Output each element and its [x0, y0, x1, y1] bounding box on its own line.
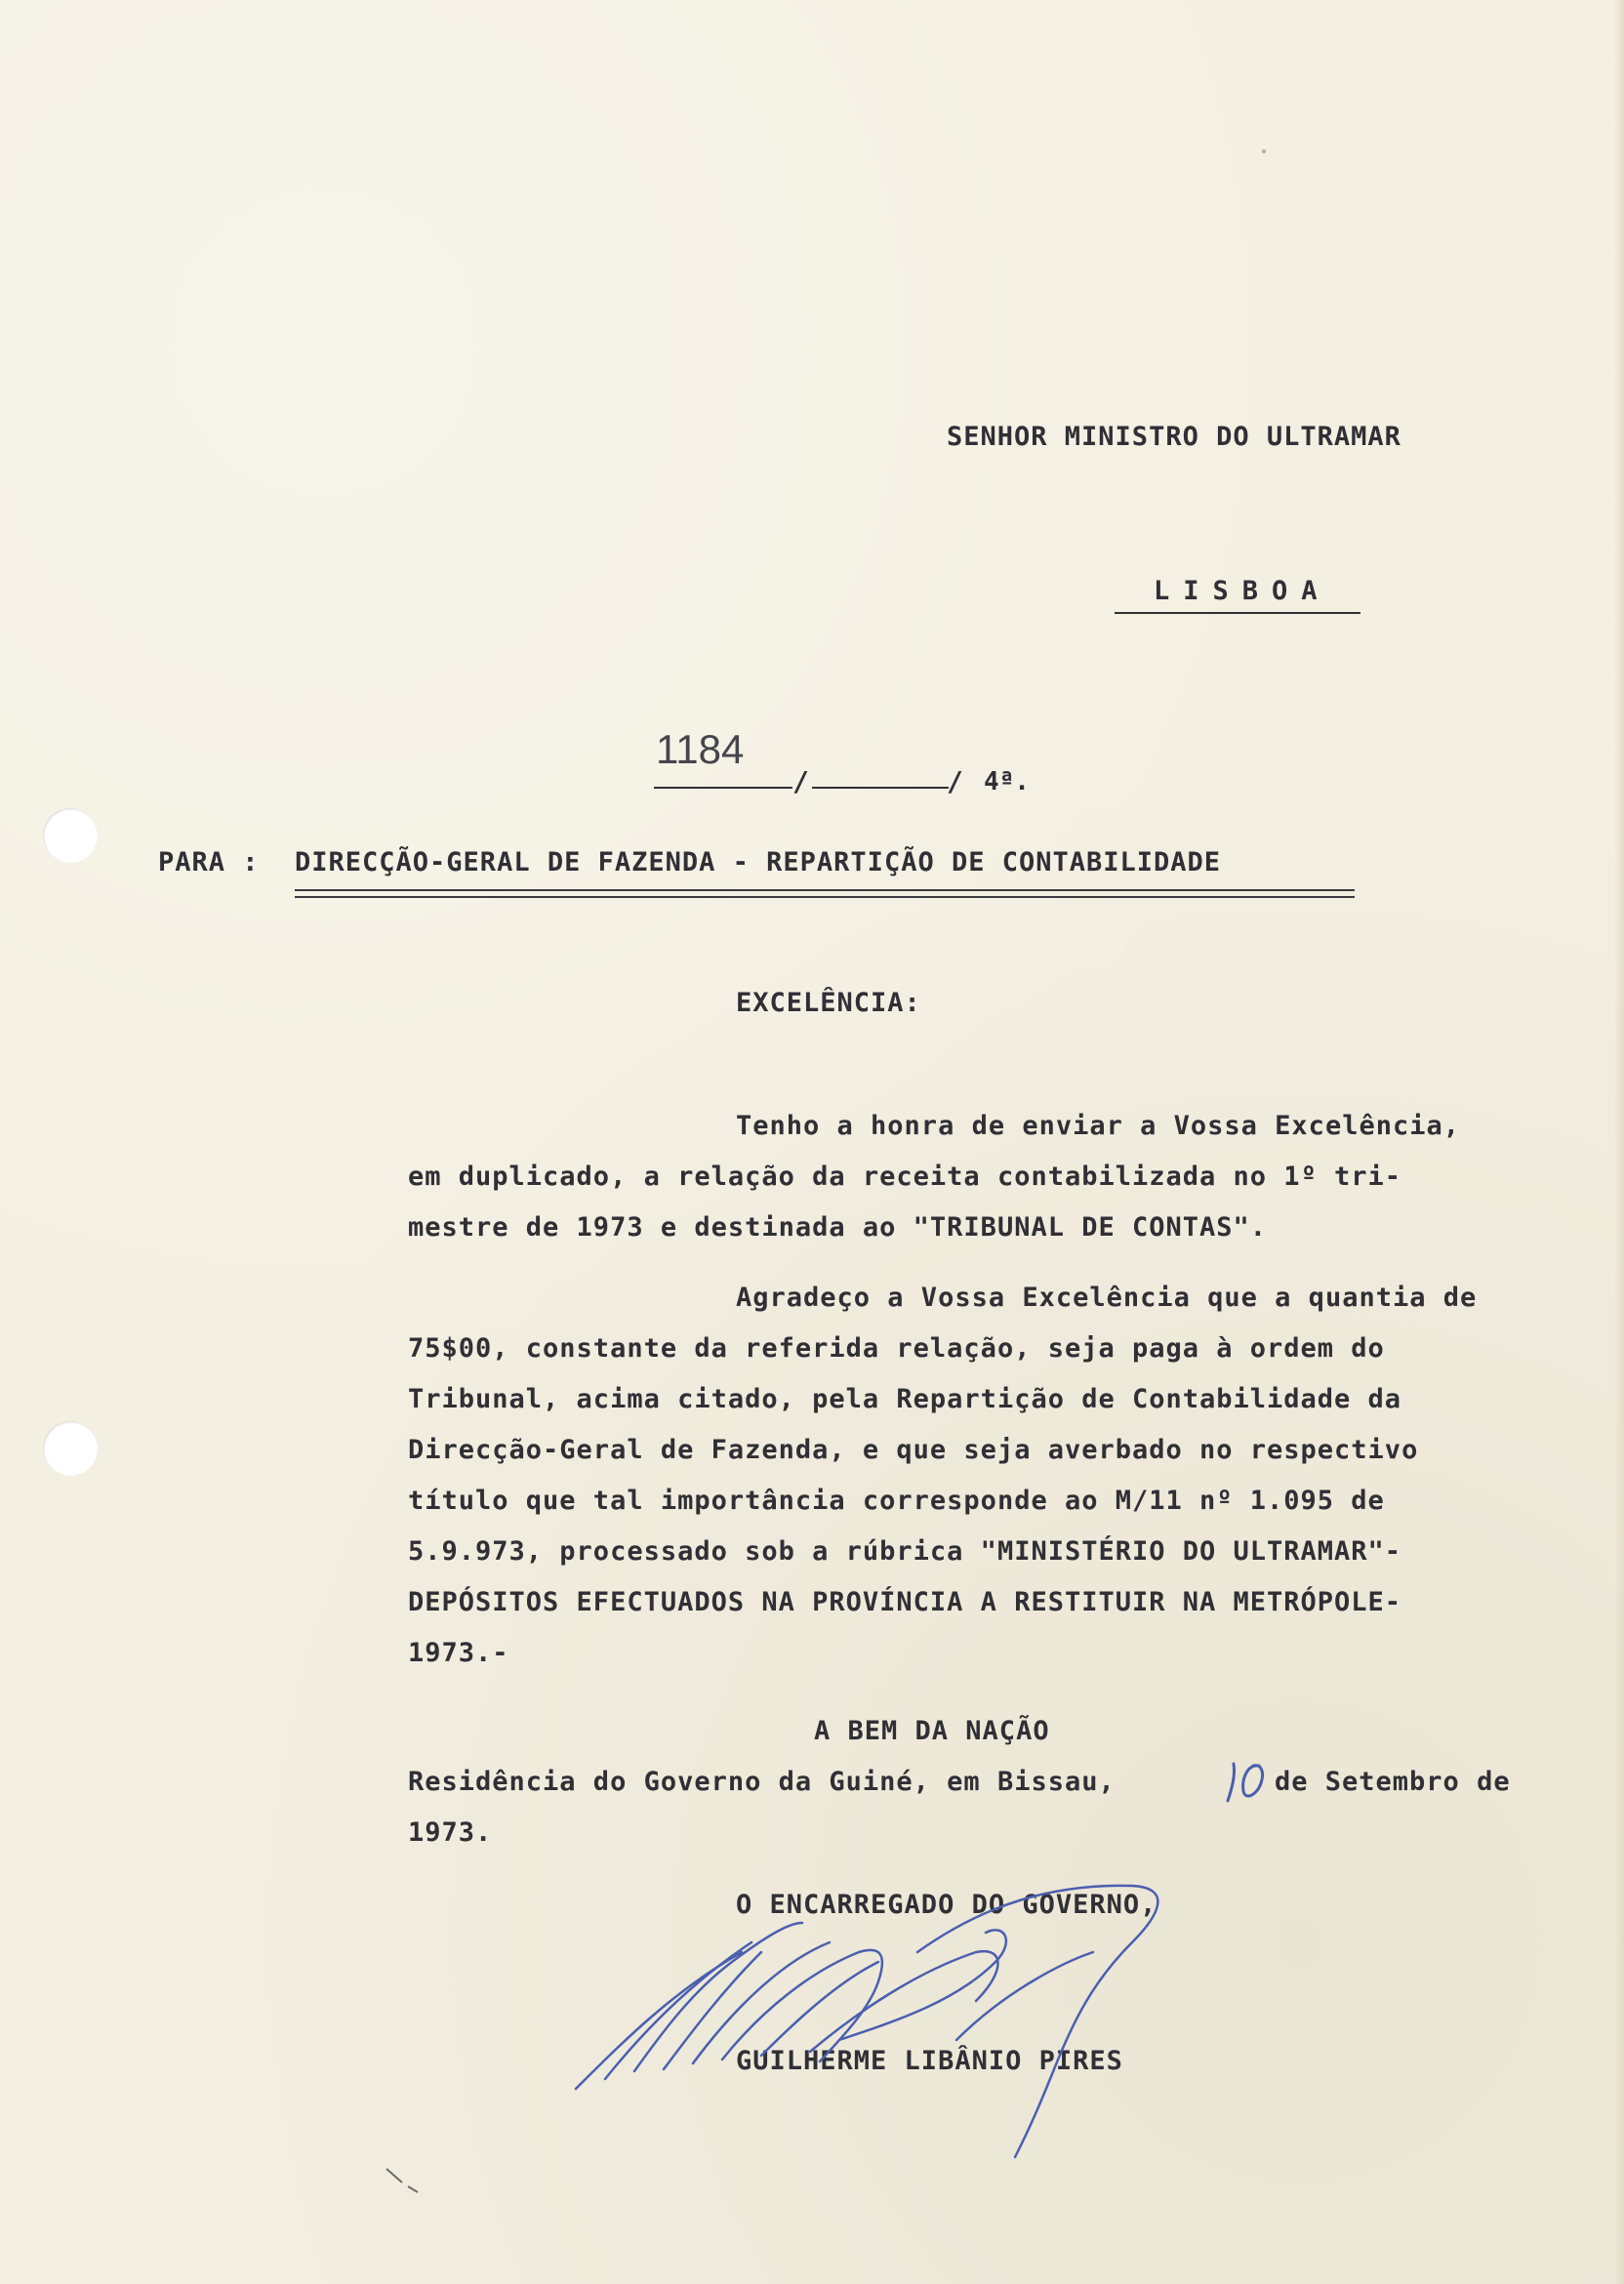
- paragraph2-line-7: DEPÓSITOS EFECTUADOS NA PROVÍNCIA A RESTITUIR NA METRÓPOLE-: [408, 1587, 1402, 1617]
- slash-1: /: [792, 765, 809, 797]
- paper-edge: [1614, 0, 1624, 2284]
- reference-number: [654, 726, 1044, 795]
- recipient-line: SENHOR MINISTRO DO ULTRAMAR: [947, 422, 1401, 452]
- salutation: EXCELÊNCIA:: [736, 988, 921, 1018]
- paragraph1-line-3: mestre de 1973 e destinada ao "TRIBUNAL DE CONTAS".: [408, 1212, 1268, 1243]
- paragraph1-line-1: Tenho a honra de enviar a Vossa Excelência,: [736, 1111, 1460, 1141]
- place-date-after: de Setembro de: [1275, 1767, 1511, 1797]
- reference-number-value: 1184: [656, 726, 745, 772]
- to-department: DIRECÇÃO-GERAL DE FAZENDA - REPARTIÇÃO DE CONTABILIDADE: [295, 847, 1222, 877]
- slash-2: /: [947, 765, 963, 797]
- punch-hole-top: [43, 808, 98, 863]
- paragraph2-line-2: 75$00, constante da referida relação, seja paga à ordem do: [408, 1333, 1385, 1364]
- signatory-title: O ENCARREGADO DO GOVERNO,: [736, 1890, 1157, 1920]
- double-underline: [295, 889, 1355, 898]
- closing-motto: A BEM DA NAÇÃO: [814, 1716, 1050, 1746]
- reference-blank-2: [812, 787, 949, 789]
- punch-hole-bottom: [43, 1421, 98, 1476]
- paragraph2-line-6: 5.9.973, processado sob a rúbrica "MINISTÉRIO DO ULTRAMAR"-: [408, 1536, 1402, 1567]
- signatory-name: GUILHERME LIBÂNIO PIRES: [736, 2046, 1123, 2076]
- handwritten-day-ink: [1224, 1752, 1273, 1811]
- reference-series: 4ª.: [984, 767, 1030, 796]
- place-date-before: Residência do Governo da Guiné, em Bissau,: [408, 1767, 1116, 1797]
- paragraph1-line-2: em duplicado, a relação da receita contabilizada no 1º tri-: [408, 1162, 1402, 1192]
- handwritten-day-text: [1224, 1752, 1225, 1753]
- city-line: LISBOA: [1115, 576, 1360, 614]
- paper-speck: [1259, 146, 1269, 156]
- paper-mark: [385, 2165, 424, 2194]
- place-date-year: 1973.: [408, 1817, 493, 1848]
- reference-blank-1: [654, 787, 792, 789]
- paragraph2-line-3: Tribunal, acima citado, pela Repartição de Contabilidade da: [408, 1384, 1402, 1414]
- paragraph2-line-1: Agradeço a Vossa Excelência que a quantia de: [736, 1283, 1478, 1313]
- paragraph2-line-5: título que tal importância corresponde ao M/11 nº 1.095 de: [408, 1486, 1385, 1516]
- to-prefix: PARA :: [158, 847, 260, 877]
- handwritten-day: [1224, 1752, 1273, 1811]
- paragraph2-line-4: Direcção-Geral de Fazenda, e que seja averbado no respectivo: [408, 1435, 1419, 1465]
- paragraph2-line-8: 1973.-: [408, 1638, 509, 1668]
- handwritten-signature: [547, 1845, 1269, 2177]
